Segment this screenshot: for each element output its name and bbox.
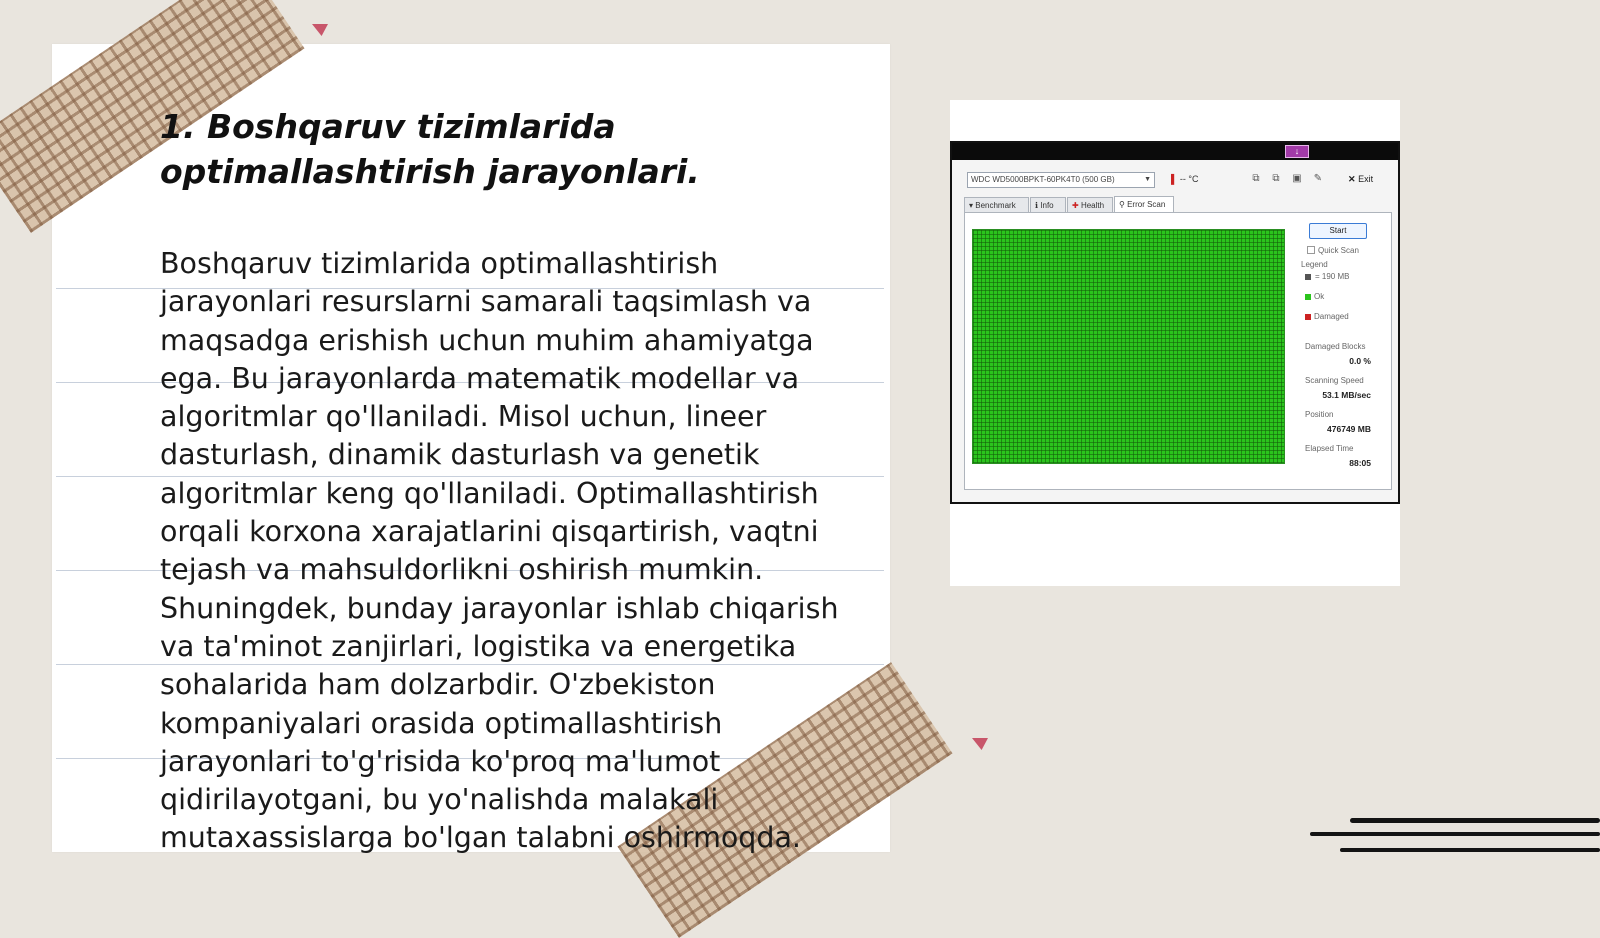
legend-ok-swatch bbox=[1305, 294, 1311, 300]
exit-icon: ✕ bbox=[1348, 174, 1356, 184]
app-icon: ↓ bbox=[1285, 145, 1309, 158]
elapsed-time-value: 88:05 bbox=[1349, 458, 1371, 468]
info-icon: ℹ bbox=[1035, 201, 1039, 210]
hdtune-window bbox=[950, 141, 1400, 504]
position-label: Position bbox=[1305, 410, 1334, 419]
quick-scan-label: Quick Scan bbox=[1318, 246, 1359, 255]
tab-label: Health bbox=[1080, 201, 1105, 210]
legend-block-swatch bbox=[1305, 274, 1311, 280]
damaged-blocks-label: Damaged Blocks bbox=[1305, 342, 1366, 351]
tab-label: Error Scan bbox=[1127, 200, 1166, 209]
legend-damaged-swatch bbox=[1305, 314, 1311, 320]
position-value: 476749 MB bbox=[1327, 424, 1371, 434]
legend-label: Legend bbox=[1301, 260, 1328, 269]
error-scan-panel bbox=[964, 212, 1392, 490]
tab-benchmark[interactable] bbox=[964, 197, 1029, 213]
tab-label: Info bbox=[1040, 201, 1054, 210]
chevron-down-icon: ▼ bbox=[1144, 176, 1151, 183]
temperature-readout bbox=[1171, 174, 1199, 184]
tab-health[interactable] bbox=[1067, 197, 1113, 213]
elapsed-time-label: Elapsed Time bbox=[1305, 444, 1354, 453]
options-icon[interactable]: ✎ bbox=[1313, 173, 1323, 184]
window-titlebar bbox=[952, 143, 1398, 160]
tab-label: Benchmark bbox=[975, 201, 1016, 210]
tab-info[interactable] bbox=[1030, 197, 1066, 213]
stripe bbox=[1310, 832, 1600, 836]
slide-body-text: Boshqaruv tizimlarida optimallashtirish jarayonlari resurslarni samarali taqsimlash va maqsadga erishish uchun muhim ahamiyatga ega. Bu jarayonlarda matematik modellar va algoritmlar qo'llaniladi. Misol uchun, lineer dasturlash, dinamik dasturlash va genetik algoritmlar keng qo'llaniladi. Optimallashtirish orqali korxona xarajatlarini qisqartirish, vaqtni tejash va mahsuldorlikni oshirish mumkin. Shuningdek, bunday jarayonlar ishlab chiqarish va ta'minot zanjirlari, logistika va energetika sohalarida ham dolzarbdir. O'zbekiston kompaniyalari orasida optimallashtirish jarayonlari to'g'risida ko'proq ma'lumot qidirilayotgani, bu yo'nalishda malakali mutaxassislarga bo'lgan talabni oshirmoqda. bbox=[160, 247, 839, 855]
slide-title: 1. Boshqaruv tizimlarida optimallashtirish jarayonlari. bbox=[160, 107, 700, 191]
scanning-speed-value: 53.1 MB/sec bbox=[1322, 390, 1371, 400]
damaged-blocks-value: 0.0 % bbox=[1349, 356, 1371, 366]
legend-block-size: = 190 MB bbox=[1315, 272, 1350, 281]
stripe bbox=[1350, 818, 1600, 823]
copy-all-icon[interactable]: ⧉ bbox=[1272, 173, 1280, 184]
pin-icon bbox=[972, 738, 988, 750]
scanning-speed-label: Scanning Speed bbox=[1305, 376, 1364, 385]
quick-scan-checkbox[interactable] bbox=[1307, 246, 1315, 254]
start-button[interactable]: Start bbox=[1309, 223, 1367, 239]
stripe bbox=[1340, 848, 1600, 852]
drive-select[interactable] bbox=[967, 172, 1155, 188]
decorative-stripes bbox=[1310, 818, 1600, 862]
health-icon: ✚ bbox=[1072, 201, 1079, 210]
thermometer-icon: ▌ bbox=[1171, 174, 1178, 184]
drive-select-value: WDC WD5000BPKT-60PK4T0 (500 GB) bbox=[971, 175, 1115, 184]
exit-label: Exit bbox=[1358, 174, 1374, 184]
copy-icon[interactable]: ⧉ bbox=[1252, 173, 1260, 184]
scan-block-grid bbox=[972, 229, 1285, 464]
temperature-value: -- °C bbox=[1179, 174, 1199, 184]
magnifier-icon: ⚲ bbox=[1119, 200, 1125, 209]
legend-ok-label: Ok bbox=[1314, 292, 1325, 301]
save-icon[interactable]: ▣ bbox=[1292, 173, 1302, 184]
legend-damaged-label: Damaged bbox=[1314, 312, 1349, 321]
exit-button[interactable] bbox=[1348, 174, 1373, 185]
pin-icon bbox=[312, 24, 328, 36]
benchmark-icon: ▾ bbox=[969, 201, 974, 210]
tab-error-scan[interactable] bbox=[1114, 196, 1174, 213]
